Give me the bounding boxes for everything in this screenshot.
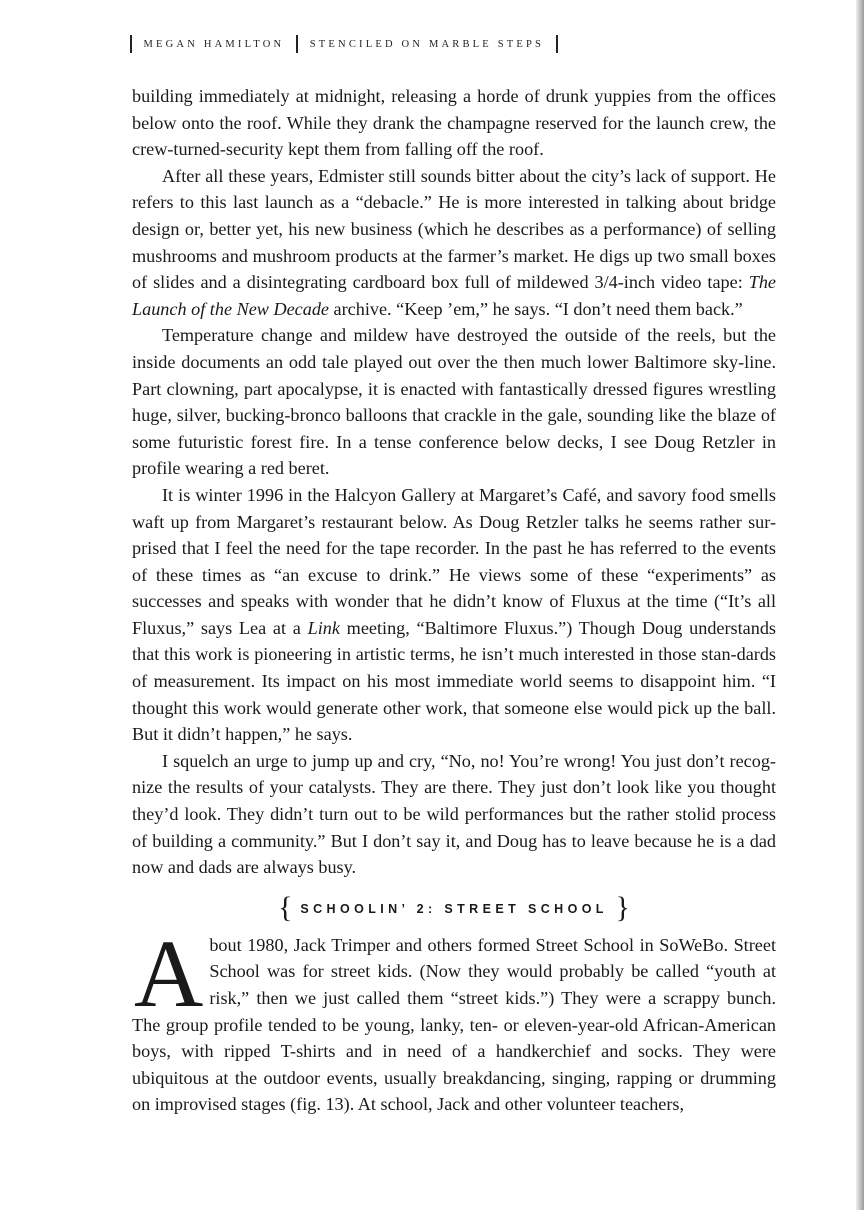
paragraph-text: archive. “Keep ’em,” he says. “I don’t need them back.” (329, 298, 743, 319)
body-paragraph (132, 163, 776, 323)
running-head-rule-right (556, 35, 558, 53)
paragraph-list (132, 83, 776, 881)
paragraph-text: I squelch an urge to jump up and cry, “No, no! You’re wrong! You just don’t recog-nize the results of your catalysts. They are there. They just don’t look like you thought they’d look. They didn’t turn out to be wild performances but the rather stolid process of building a community.” But I don’t say it, and Doug has to leave because he is a dad now and dads are always busy. (132, 750, 776, 878)
section-heading-text: SCHOOLIN’ 2: STREET SCHOOL (300, 901, 608, 916)
italic-title: Link (307, 617, 340, 638)
body-paragraph (132, 748, 776, 881)
final-paragraph-text: bout 1980, Jack Trimper and others formed Street School in SoWeBo. Street School was for street kids. (Now they would probably be called “youth at risk,” then we just called them “street kids.”) They were a scrappy bunch. The group profile tended to be young, lanky, ten- or eleven-year-old African-American boys, with ripped T-shirts and in need of a handkerchief and socks. They were ubiquitous at the outdoor events, usually breakdancing, singing, rapping or drumming on improvised stages (fig. 13). At school, Jack and other volunteer teachers, (132, 934, 776, 1115)
paragraph-text: Temperature change and mildew have destroyed the outside of the reels, but the inside documents an odd tale played out over the then much lower Baltimore sky-line. Part clowning, part apocalypse, it is enacted with fantastically dressed figures wrestling huge, silver, bucking-bronco balloons that crackle in the gale, sounding like the blaze of some futuristic forest fire. In a tense conference below decks, I see Doug Retzler in profile wearing a red beret. (132, 325, 776, 479)
drop-cap: A (134, 919, 204, 1027)
paragraph-text: It is winter 1996 in the Halcyon Gallery at Margaret’s Café, and savory food smells waft up from Margaret’s restaurant below. As Doug Retzler talks he seems rather sur-prised that I feel the need for the tape recorder. In the past he has referred to the events of these times as “an excuse to drink.” He views some of these “experiments” as successes and speaks with wonder that he didn’t know of Fluxus at the time (“It’s all Fluxus,” says Lea at a (132, 484, 776, 638)
body-paragraph (132, 83, 776, 163)
italic-title: The Launch of the New Decade (132, 272, 776, 319)
body-text (132, 83, 776, 1118)
running-head (130, 34, 558, 54)
body-paragraph (132, 322, 776, 482)
left-brace-ornament: { (278, 890, 293, 924)
page-edge-shadow (856, 0, 864, 1210)
paragraph-text: After all these years, Edmister still sounds bitter about the city’s lack of support. He refers to this last launch as a “debacle.” He is more interested in talking about bridge design or, better yet, his new business (which he describes as a performance) of selling mushrooms and mushroom products at the farmer’s market. He digs up two small boxes of slides and a disintegrating cardboard box full of mildewed 3/4-inch video tape: (132, 165, 776, 293)
running-head-title: STENCILED ON MARBLE STEPS (309, 38, 545, 50)
right-brace-ornament: } (615, 890, 630, 924)
final-paragraph (132, 919, 776, 1118)
body-paragraph (132, 482, 776, 748)
paragraph-text: meeting, “Baltimore Fluxus.”) Though Doug understands that this work is pioneering in artistic terms, he isn’t much interested in those stan-dards of measurement. Its impact on his most immediate world seems to disappoint him. “I thought this work would generate other work, that someone else would pick up the ball. But it didn’t happen,” he says. (132, 617, 777, 745)
running-head-author: MEGAN HAMILTON (143, 38, 285, 50)
paragraph-text: building immediately at midnight, releasing a horde of drunk yuppies from the offices below onto the roof. While they drank the champagne reserved for the launch crew, the crew-turned-security kept them from falling off the roof. (132, 86, 776, 160)
section-heading (132, 890, 776, 924)
